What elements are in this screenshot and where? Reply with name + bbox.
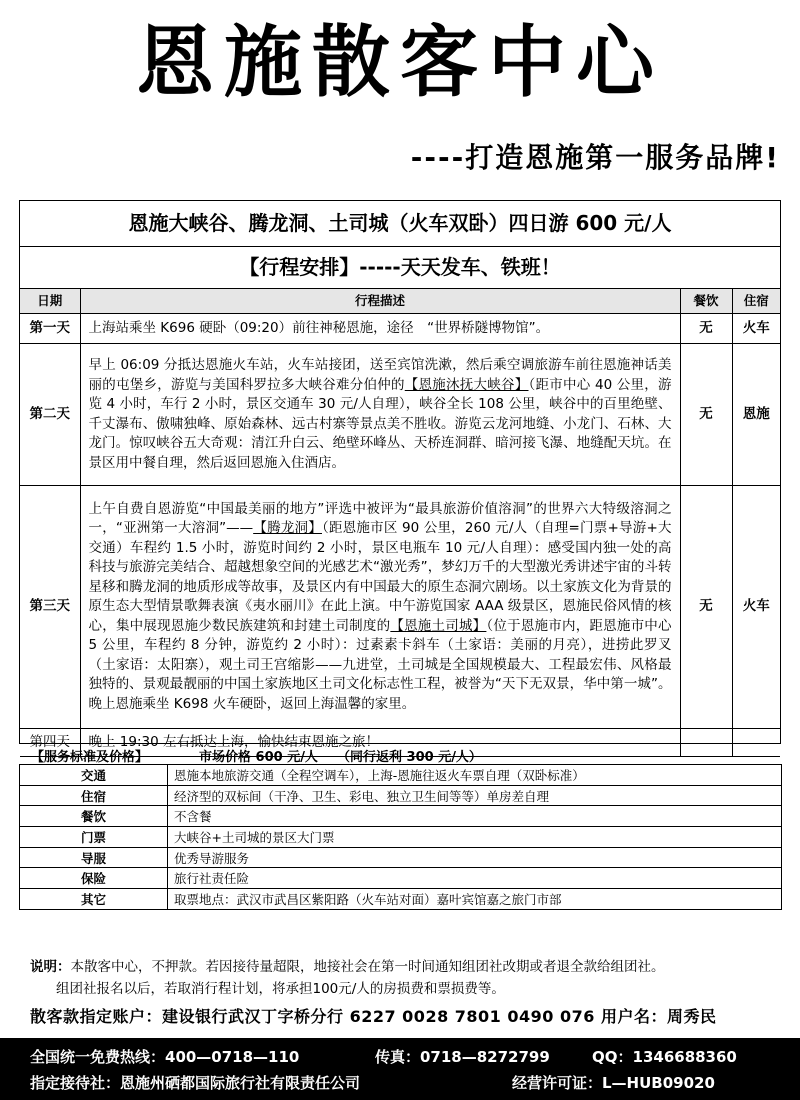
note-line1: 说明：本散客中心，不押款。若因接待量超限，地接社会在第一时间通知组团社改期或者退全款给组团社。	[30, 959, 665, 975]
day-label: 第二天	[20, 344, 80, 486]
service-row	[20, 806, 782, 827]
itinerary-header-row	[20, 289, 780, 314]
day-desc: 上海站乘坐 K696 硬卧（09:20）前往神秘恩施，途径 “世界桥隧博物馆”。	[80, 314, 680, 344]
service-key: 住宿	[20, 785, 168, 806]
page-title: 恩施散客中心	[135, 18, 664, 108]
day-label: 第三天	[20, 486, 80, 729]
day-label: 第一天	[20, 314, 80, 344]
note-line2: 组团社报名以后，若取消行程计划，将承担100元/人的房损费和票损费等。	[56, 981, 505, 997]
service-key: 门票	[20, 827, 168, 848]
col-stay: 住宿	[732, 289, 780, 314]
service-value: 经济型的双标间（干净、卫生、彩电、独立卫生间等等）单房差自理	[168, 785, 782, 806]
qq: QQ：1346688360	[592, 1048, 737, 1066]
service-value: 取票地点：武汉市武昌区紫阳路（火车站对面）嘉叶宾馆嘉之旅门市部	[168, 889, 782, 910]
service-table	[19, 764, 782, 910]
agency: 指定接待社：恩施州硒都国际旅行社有限责任公司	[30, 1074, 361, 1092]
scenic-link-cave: 【腾龙洞】	[253, 520, 322, 537]
service-key: 保险	[20, 868, 168, 889]
day-stay: 恩施	[732, 344, 780, 486]
service-row	[20, 868, 782, 889]
day-meal: 无	[680, 486, 732, 729]
itinerary-row-day2	[20, 344, 780, 486]
itinerary-frame	[19, 200, 781, 750]
price-label: 【服务标准及价格】	[31, 750, 149, 765]
day-desc: 上午自费自恩游览“中国最美丽的地方”评选中被评为“最具旅游价值溶洞”的世界六大特级溶洞之一，“亚洲第一大溶洞”——【腾龙洞】（距恩施市区 90 公里，260 元/人（自理=门票+导游+大交通）车程约 1.5 小时，游览时间约 2 小时，景区电瓶车 10 元/人自理）：感受国内独一处的高科技与旅游完美结合、超越想象空间的光感艺术“激光秀”，梦幻万千的大型激光秀讲述宇宙的斗转星移和腾龙洞的地质形成等故事，及景区内有中国最大的原生态洞穴剧场。以土家族文化为背景的原生态大型情景歌舞表演《夷水丽川》在此上演。中午游览国家 AAA 级景区，恩施民俗风情的核心，集中展现恩施少数民族建筑和封建土司制度的【恩施土司城】（位于恩施市内，距恩施市中心 5 公里，车程约 8 分钟，游览约 2 小时）：过素素卡斜车（土家语：美丽的月亮），进捞此罗叉（土家语：太阳寨），观土司王宫缩影——九进堂，土司城是全国规模最大、工程最宏伟、风格最独特的、景观最靓丽的中国土家族地区土司文化标志性工程，被誉为“天下无双景，华中第一城”。晚上恩施乘坐 K698 火车硬卧，返回上海温馨的家里。	[80, 486, 680, 729]
price-row	[19, 746, 781, 764]
col-date: 日期	[20, 289, 80, 314]
itinerary-row-day3	[20, 486, 780, 729]
slogan: ----打造恩施第一服务品牌!	[410, 141, 780, 174]
scenic-link-canyon: 【恩施沐抚大峡谷】	[404, 376, 529, 393]
tour-name: 恩施大峡谷、腾龙洞、土司城（火车双卧）四日游 600 元/人	[20, 201, 780, 247]
day-label: 第四天	[20, 729, 80, 757]
col-desc: 行程描述	[80, 289, 680, 314]
scenic-link-tusi: 【恩施土司城】	[390, 617, 487, 634]
service-value: 恩施本地旅游交通（全程空调车），上海-恩施往返火车票自理（双卧标准）	[168, 765, 782, 786]
rebate-price: （同行返利 300 元/人）	[337, 750, 482, 765]
itinerary-table	[20, 288, 780, 757]
service-row	[20, 785, 782, 806]
service-key: 其它	[20, 889, 168, 910]
service-row	[20, 847, 782, 868]
itinerary-row-day1	[20, 314, 780, 344]
service-value: 优秀导游服务	[168, 847, 782, 868]
schedule-heading: 【行程安排】-----天天发车、铁班！	[20, 246, 780, 289]
service-row	[20, 765, 782, 786]
service-key: 交通	[20, 765, 168, 786]
note-label: 说明：	[30, 959, 71, 975]
day-desc: 晚上 19:30 左右抵达上海，愉快结束恩施之旅！	[80, 729, 680, 757]
service-row	[20, 889, 782, 910]
service-row	[20, 827, 782, 848]
market-price: 市场价格 600 元/人	[199, 750, 318, 765]
service-value: 不含餐	[168, 806, 782, 827]
day-meal: 无	[680, 314, 732, 344]
day-stay: 火车	[732, 314, 780, 344]
day-stay: 火车	[732, 486, 780, 729]
hotline: 全国统一免费热线：400—0718—110	[30, 1048, 300, 1066]
service-value: 旅行社责任险	[168, 868, 782, 889]
license: 经营许可证：L—HUB09020	[512, 1074, 715, 1092]
day-desc: 早上 06:09 分抵达恩施火车站，火车站接团，送至宾馆洗漱，然后乘空调旅游车前往恩施神话美丽的屯堡乡，游览与美国科罗拉多大峡谷难分伯仲的【恩施沐抚大峡谷】（距市中心 40 公里，游览 4 小时，车行 2 小时，景区交通车 30 元/人自理），峡谷全长 108 公里，峡谷中的百里绝壁、千丈瀑布、傲啸独峰、原始森林、远古村寨等景点美不胜收。游览云龙河地缝、小龙门、石林、大龙门。惊叹峡谷五大奇观：清江升白云、绝壁环峰丛、天桥连洞群、暗河接飞瀑、地缝配天坑。在景区用中餐自理，然后返回恩施入住酒店。	[80, 344, 680, 486]
col-meal: 餐饮	[680, 289, 732, 314]
service-value: 大峡谷+土司城的景区大门票	[168, 827, 782, 848]
fax: 传真：0718—8272799	[375, 1048, 550, 1066]
day-meal: 无	[680, 344, 732, 486]
footer-bar	[0, 1038, 800, 1100]
service-key: 餐饮	[20, 806, 168, 827]
bank-account: 散客款指定账户：建设银行武汉丁字桥分行 6227 0028 7801 0490 076 用户名：周秀民	[30, 1007, 717, 1026]
service-key: 导服	[20, 847, 168, 868]
